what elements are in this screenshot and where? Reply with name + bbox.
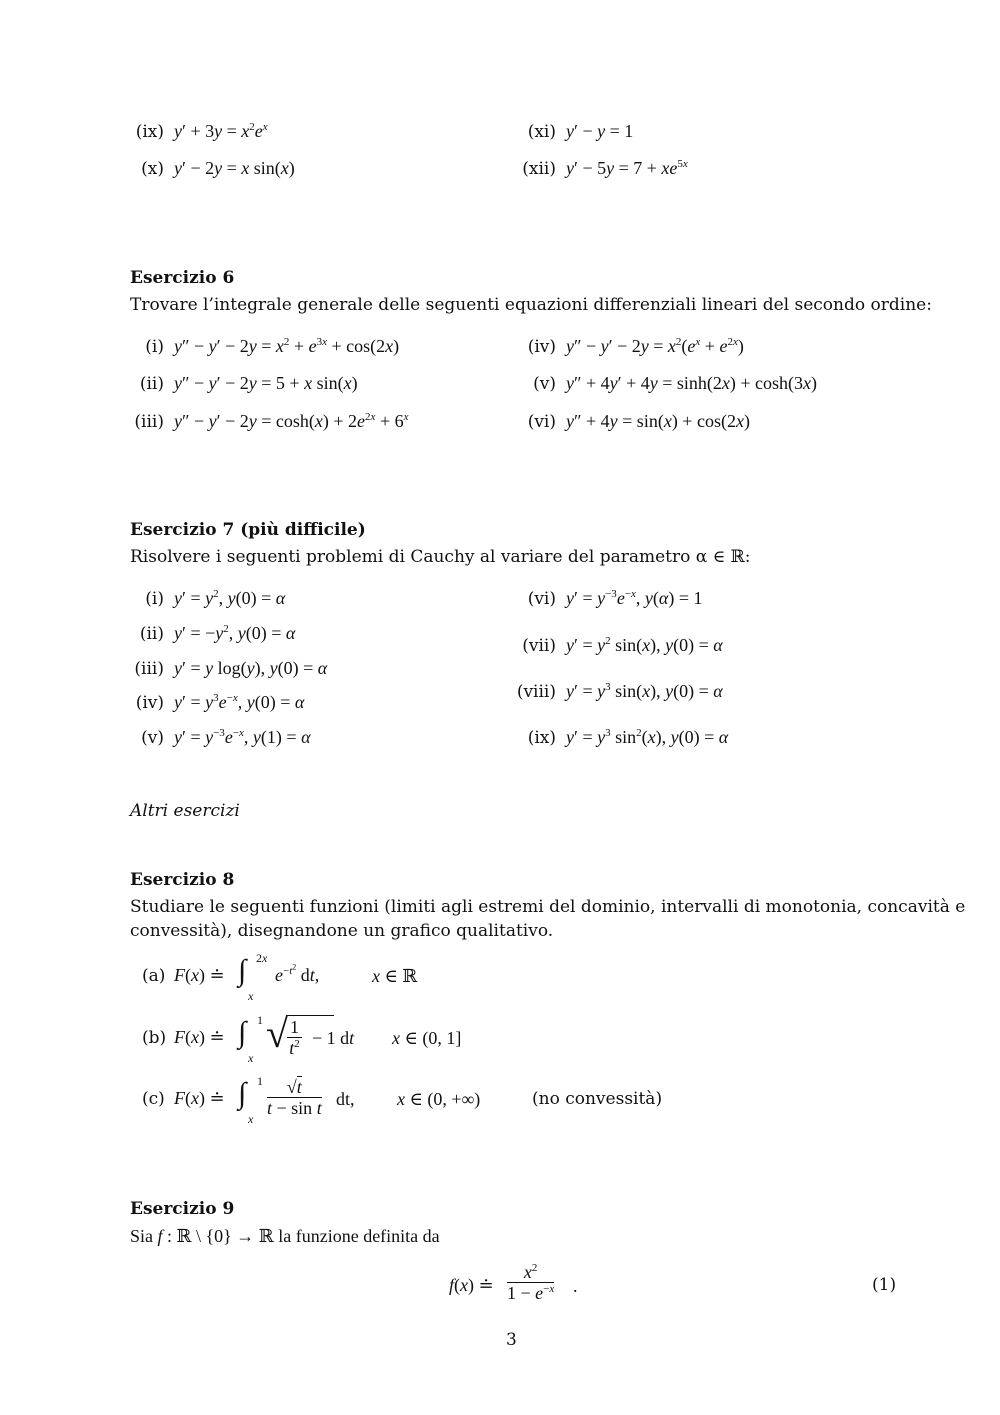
item-label: (vi) xyxy=(527,589,556,609)
equation: $y'' - y' - 2y = x^2 + e^{3x} + \cos(2x)$ xyxy=(174,336,400,356)
item-label: (b) xyxy=(142,1028,167,1048)
integral-sign: ∫ xyxy=(238,1016,247,1049)
integral-sign: ∫ xyxy=(238,1077,247,1110)
equation: y″ + 4y = sin(x) + cos(2x) xyxy=(566,411,750,431)
sqrt-sign: √ xyxy=(266,1011,288,1056)
fraction-numerator: $x^2$ xyxy=(507,1262,554,1283)
equation: y″ − y′ − 2y = 5 + x sin(x) xyxy=(174,373,358,393)
equation: $y' = y^{-3}e^{-x}$, y(α) = 1 xyxy=(566,588,703,608)
item-label: (vi) xyxy=(527,412,556,432)
equation: y′ − 2y = x sin(x) xyxy=(174,158,295,178)
item-label: (a) xyxy=(142,966,166,986)
item-label: (xi) xyxy=(527,122,556,142)
upper-limit: 2x xyxy=(256,951,268,965)
item-label: (iv) xyxy=(527,337,556,357)
lower-limit: x xyxy=(248,989,254,1003)
equation: $y' = y^{-3}e^{-x}$, y(1) = α xyxy=(174,727,311,747)
item-label: (iv) xyxy=(135,693,164,713)
integrand-fraction xyxy=(267,1077,322,1118)
equation-fraction xyxy=(507,1262,554,1303)
item-label: (i) xyxy=(145,589,164,609)
equation: $y' + 3y = x^2e^x$ xyxy=(174,121,268,141)
fraction-denominator: $t^2$ xyxy=(289,1038,300,1058)
item-label: (v) xyxy=(141,728,164,748)
fraction xyxy=(267,1077,322,1118)
exercise-intro: Sia f : ℝ \ {0} → ℝ la funzione definita da xyxy=(130,1226,440,1246)
item-label: (viii) xyxy=(516,682,556,702)
lower-limit: x xyxy=(248,1051,254,1065)
equation-number: (1) xyxy=(872,1275,897,1295)
exercise-intro: Trovare l’integrale generale delle seguenti equazioni differenziali lineari del secondo ordine: xyxy=(130,295,932,315)
item-label: (iii) xyxy=(134,412,164,432)
fraction-denominator: $1 - e^{-x}$ xyxy=(507,1283,555,1303)
item-label: (ix) xyxy=(527,728,556,748)
item-label: (v) xyxy=(533,374,556,394)
item-label: (iii) xyxy=(134,659,164,679)
equation: $y' = y^3$ $\sin^2(x)$, y(0) = α xyxy=(566,727,729,747)
fraction-denominator: t − sin t xyxy=(267,1098,322,1118)
sqrt-fraction xyxy=(287,1017,302,1058)
integrand-rest: dt, xyxy=(336,1089,355,1109)
equation: $y' = y^2$, y(0) = α xyxy=(174,588,286,608)
exercise-intro: Risolvere i seguenti problemi di Cauchy al variare del parametro α ∈ ℝ: xyxy=(130,547,751,567)
equation: y″ + 4y′ + 4y = sinh(2x) + cosh(3x) xyxy=(566,373,818,393)
note: (no convessità) xyxy=(532,1089,663,1109)
fraction-numerator: 1 xyxy=(287,1017,302,1038)
equation: $y' - 5y = 7 + xe^{5x}$ xyxy=(566,158,688,178)
equation-lhs: F(x) ≐ xyxy=(174,1027,225,1047)
item-label: (x) xyxy=(141,159,164,179)
exercise-title: Esercizio 9 xyxy=(130,1199,235,1219)
section-note: Altri esercizi xyxy=(130,801,240,821)
equation-lhs: f(x) ≐ xyxy=(449,1275,494,1295)
item-label: (c) xyxy=(142,1089,165,1109)
lower-limit: x xyxy=(248,1112,254,1126)
equation: y′ − y = 1 xyxy=(566,121,634,141)
integrand-rest: − 1 dt xyxy=(312,1028,355,1048)
item-label: (vii) xyxy=(522,636,556,656)
integrand: $e^{-t^2}$ dt, xyxy=(275,962,320,985)
fraction-numerator: √t xyxy=(267,1077,322,1098)
exercise-title: Esercizio 7 (più difficile) xyxy=(130,520,366,540)
upper-limit: 1 xyxy=(257,1013,263,1027)
equation-lhs: F(x) ≐ xyxy=(174,1088,225,1108)
sqrt-bar xyxy=(286,1015,334,1016)
equation: $y' = y^2$ sin(x), y(0) = α xyxy=(566,635,723,655)
equation-lhs: F(x) ≐ xyxy=(174,965,225,985)
equation: $y' = -y^2$, y(0) = α xyxy=(174,623,296,643)
page-number: 3 xyxy=(506,1330,517,1350)
exercise-title: Esercizio 8 xyxy=(130,870,235,890)
exercise-title: Esercizio 6 xyxy=(130,268,235,288)
item-label: (i) xyxy=(145,337,164,357)
fraction xyxy=(287,1017,302,1058)
equation: $y'' - y' - 2y = \cosh(x) + 2e^{2x} + 6^x$ xyxy=(174,411,409,431)
domain: x ∈ ℝ xyxy=(372,966,418,986)
integral-sign: ∫ xyxy=(238,954,247,987)
item-label: (ii) xyxy=(139,624,164,644)
domain: x ∈ (0, +∞) xyxy=(397,1089,481,1109)
equation-period: . xyxy=(573,1276,578,1296)
item-label: (ii) xyxy=(139,374,164,394)
domain: x ∈ (0, 1] xyxy=(392,1028,462,1048)
item-label: (ix) xyxy=(135,122,164,142)
equation: $y'' - y' - 2y = x^2(e^x + e^{2x})$ xyxy=(566,336,744,356)
equation: $y' = y^3$ sin(x), y(0) = α xyxy=(566,681,723,701)
upper-limit: 1 xyxy=(257,1074,263,1088)
item-label: (xii) xyxy=(522,159,556,179)
exercise-intro: Studiare le seguenti funzioni (limiti agli estremi del dominio, intervalli di monotonia, concavità e xyxy=(130,897,966,917)
fraction xyxy=(507,1262,554,1303)
equation: $y' = y^3e^{-x}$, y(0) = α xyxy=(174,692,305,712)
exercise-intro: convessità), disegnandone un grafico qualitativo. xyxy=(130,921,554,941)
equation: y′ = y log(y), y(0) = α xyxy=(174,658,328,678)
